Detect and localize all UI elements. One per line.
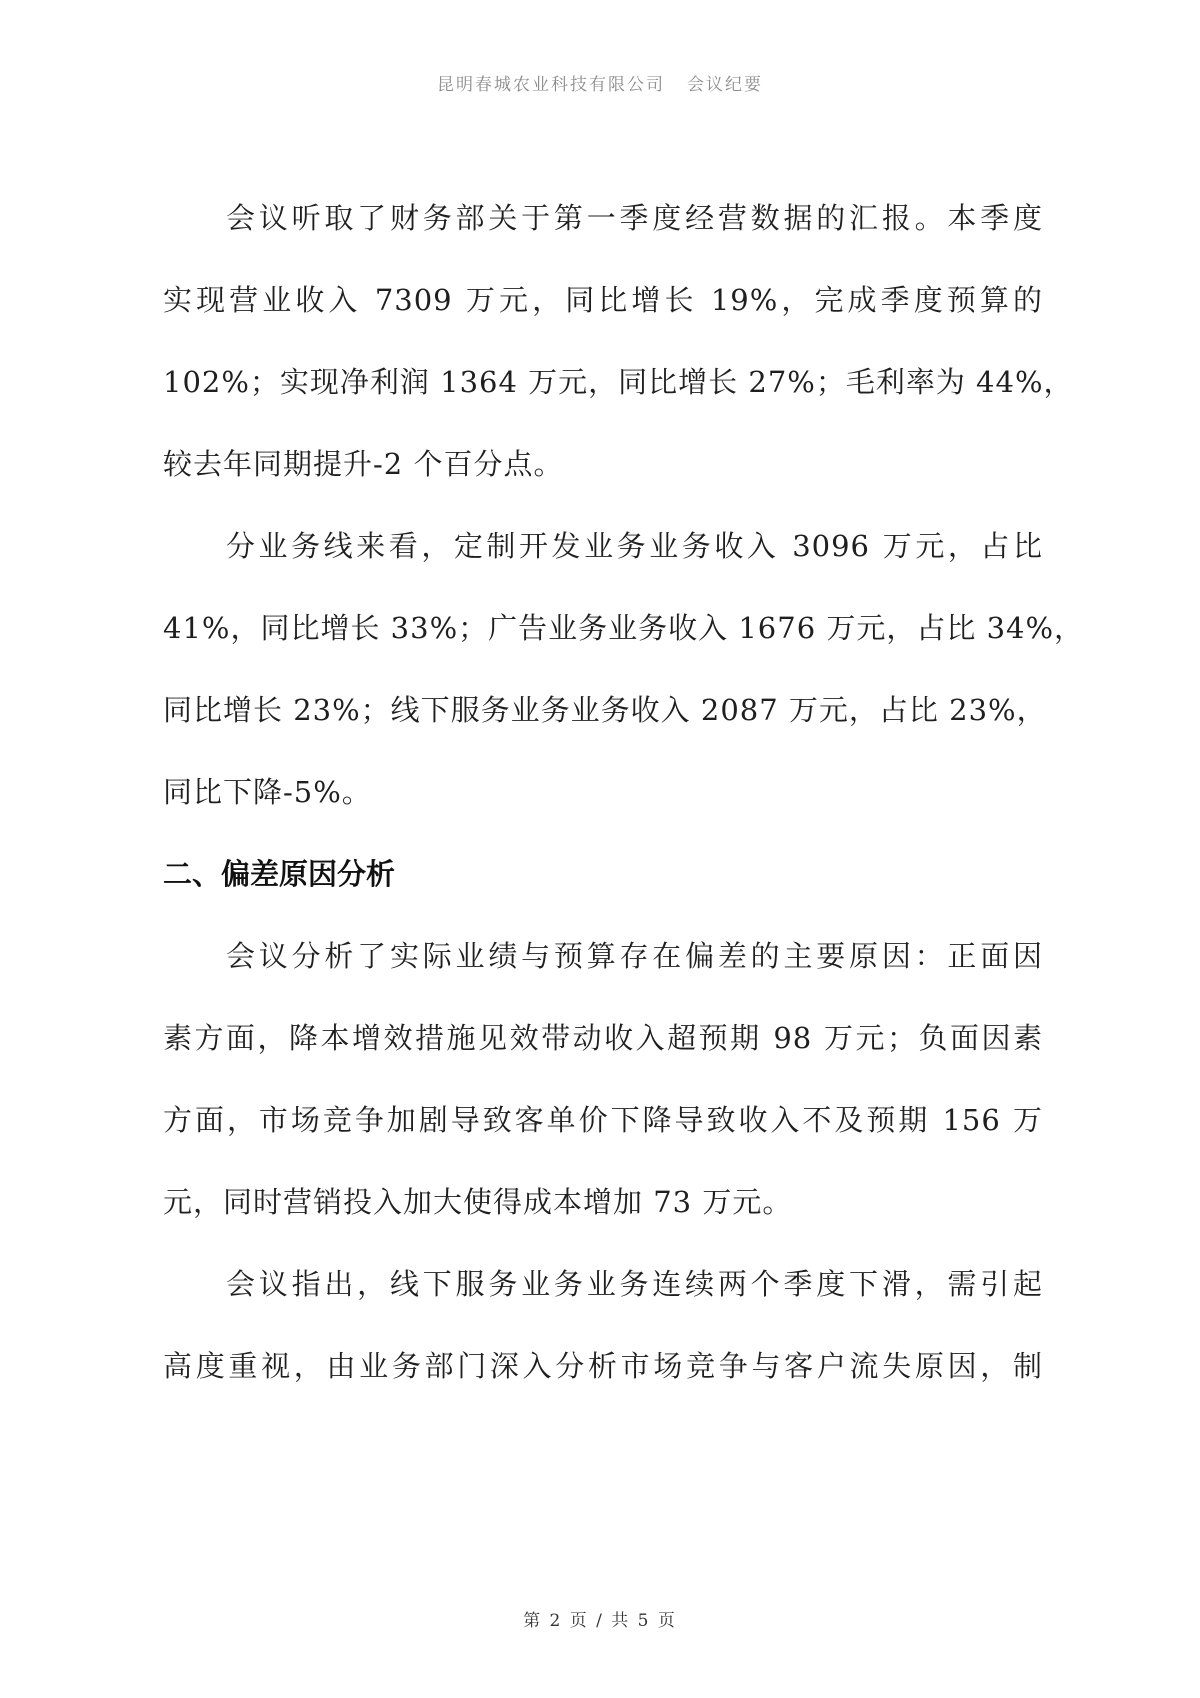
paragraph-line: 素方面，降本增效措施见效带动收入超预期 98 万元；负面因素	[163, 1021, 1043, 1055]
paragraph-line: 高度重视，由业务部门深入分析市场竞争与客户流失原因，制	[163, 1349, 1043, 1383]
header-company: 昆明春城农业科技有限公司	[437, 75, 665, 95]
paragraph-line: 会议分析了实际业绩与预算存在偏差的主要原因：正面因	[226, 939, 1043, 973]
section-heading: 二、偏差原因分析	[163, 857, 396, 891]
paragraph-line: 较去年同期提升-2 个百分点。	[163, 447, 564, 481]
paragraph-line: 方面，市场竞争加剧导致客单价下降导致收入不及预期 156 万	[163, 1103, 1043, 1137]
paragraph-line: 分业务线来看，定制开发业务业务收入 3096 万元，占比	[226, 529, 1043, 563]
paragraph-line: 41%，同比增长 33%；广告业务业务收入 1676 万元，占比 34%，	[163, 611, 1085, 645]
paragraph-line: 同比增长 23%；线下服务业务业务收入 2087 万元，占比 23%，	[163, 693, 1047, 727]
paragraph-line: 会议听取了财务部关于第一季度经营数据的汇报。本季度	[226, 201, 1043, 235]
paragraph-line: 102%；实现净利润 1364 万元，同比增长 27%；毛利率为 44%，	[163, 365, 1074, 399]
paragraph-line: 元，同时营销投入加大使得成本增加 73 万元。	[163, 1185, 793, 1219]
header-doc-type: 会议纪要	[687, 75, 763, 95]
page-number: 第 2 页 / 共 5 页	[523, 1611, 677, 1631]
paragraph-line: 实现营业收入 7309 万元，同比增长 19%，完成季度预算的	[163, 283, 1043, 317]
paragraph-line: 会议指出，线下服务业务业务连续两个季度下滑，需引起	[226, 1267, 1043, 1301]
paragraph-line: 同比下降-5%。	[163, 775, 372, 809]
